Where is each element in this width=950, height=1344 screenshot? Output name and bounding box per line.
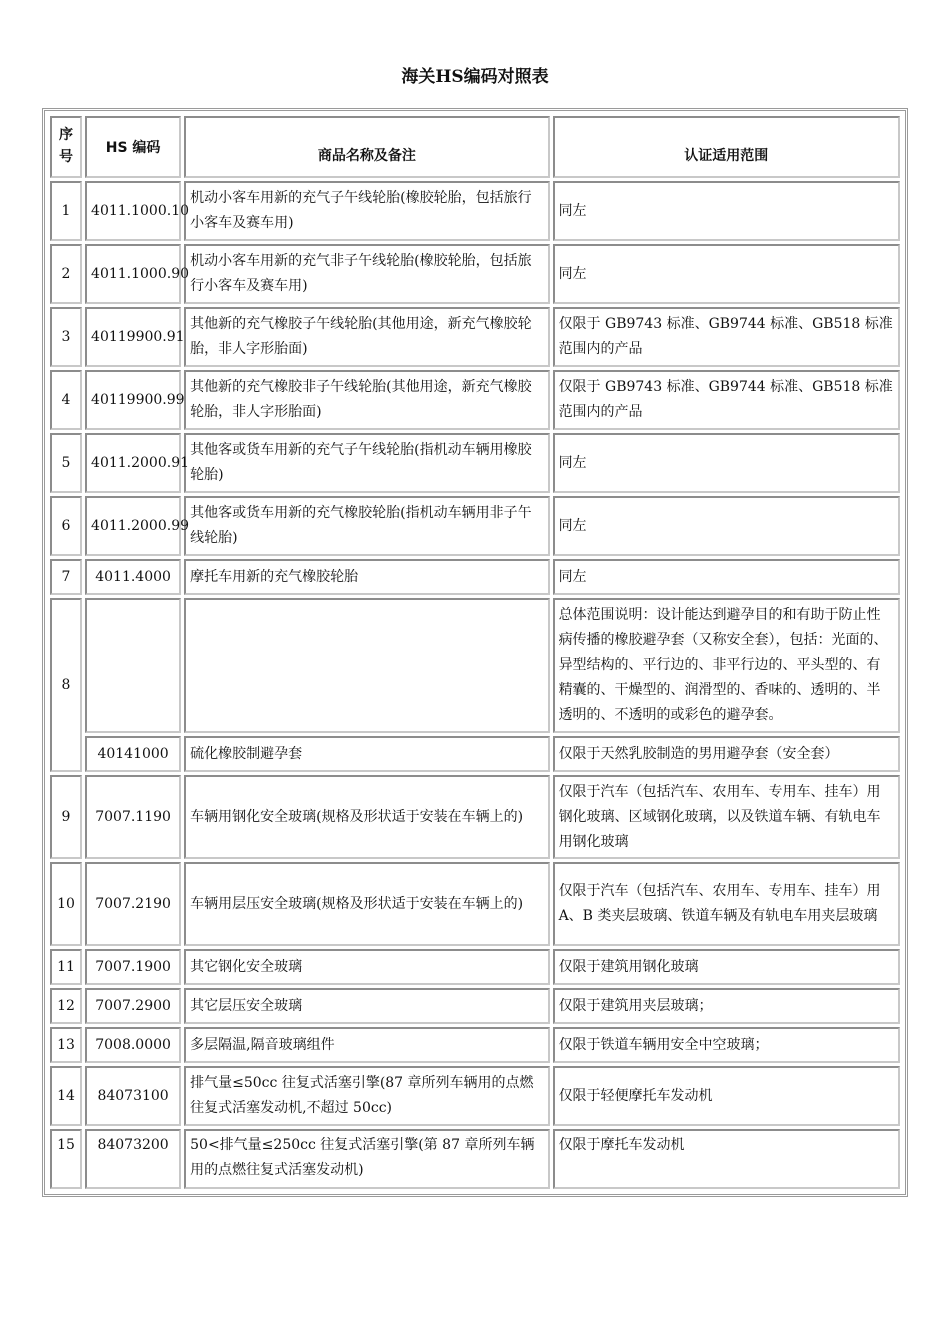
- row-product-name: 其他客或货车用新的充气橡胶轮胎(指机动车辆用非子午线轮胎): [184, 496, 549, 556]
- row-cert-scope: 同左: [553, 244, 900, 304]
- row-cert-scope-general: 总体范围说明：设计能达到避孕目的和有助于防止性病传播的橡胶避孕套（又称安全套），包括：光面的、异型结构的、平行边的、非平行边的、平头型的、有精囊的、干燥型的、润滑型的、香味的、透明的、半透明的、不透明的或彩色的避孕套。: [553, 598, 900, 733]
- row-cert-scope: 仅限于 GB9743 标准、GB9744 标准、GB518 标准范围内的产品: [553, 307, 900, 367]
- table-row: [50, 988, 900, 1024]
- row-product-name: 排气量≤50cc 往复式活塞引擎(87 章所列车辆用的点燃往复式活塞发动机,不超过 50cc): [184, 1066, 549, 1126]
- row-seq: 14: [50, 1066, 82, 1126]
- row-seq: 4: [50, 370, 82, 430]
- row-hs-code: 4011.4000: [85, 559, 181, 595]
- table-row: [50, 775, 900, 859]
- row-product-name: 机动小客车用新的充气非子午线轮胎(橡胶轮胎，包括旅行小客车及赛车用): [184, 244, 549, 304]
- row-cert-scope: 同左: [553, 181, 900, 241]
- row-seq: 8: [50, 598, 82, 772]
- table-row: [50, 862, 900, 946]
- table-row: [50, 244, 900, 304]
- table-row: [50, 181, 900, 241]
- header-hs-code: HS 编码: [85, 116, 181, 178]
- row-cert-scope: 仅限于建筑用钢化玻璃: [553, 949, 900, 985]
- table-row: [50, 949, 900, 985]
- row-hs-code: 4011.2000.99: [85, 496, 181, 556]
- table-row: [50, 736, 900, 772]
- row-cert-scope: 仅限于建筑用夹层玻璃；: [553, 988, 900, 1024]
- row-product-name: 50<排气量≤250cc 往复式活塞引擎(第 87 章所列车辆用的点燃往复式活塞发动机): [184, 1129, 549, 1189]
- row-cert-scope: 同左: [553, 559, 900, 595]
- row-hs-code: 7007.2900: [85, 988, 181, 1024]
- row-hs-code: 40119900.91: [85, 307, 181, 367]
- row-cert-scope: 仅限于摩托车发动机: [553, 1129, 900, 1189]
- header-seq: 序号: [50, 116, 82, 178]
- table-row: [50, 433, 900, 493]
- table-row: [50, 1066, 900, 1126]
- row-hs-code-general: [85, 598, 181, 733]
- row-hs-code: 40119900.99: [85, 370, 181, 430]
- row-cert-scope: 仅限于天然乳胶制造的男用避孕套（安全套）: [553, 736, 900, 772]
- row-seq: 1: [50, 181, 82, 241]
- row-product-name: 车辆用钢化安全玻璃(规格及形状适于安装在车辆上的): [184, 775, 549, 859]
- table-row: [50, 598, 900, 733]
- row-cert-scope: 仅限于 GB9743 标准、GB9744 标准、GB518 标准范围内的产品: [553, 370, 900, 430]
- row-cert-scope: 同左: [553, 433, 900, 493]
- row-cert-scope: 同左: [553, 496, 900, 556]
- row-product-name: 其他新的充气橡胶子午线轮胎(其他用途，新充气橡胶轮胎，非人字形胎面): [184, 307, 549, 367]
- row-hs-code: 7007.2190: [85, 862, 181, 946]
- row-seq: 10: [50, 862, 82, 946]
- row-product-name: 其它钢化安全玻璃: [184, 949, 549, 985]
- row-seq: 13: [50, 1027, 82, 1063]
- table-header-row: [50, 116, 900, 178]
- row-product-name: 机动小客车用新的充气子午线轮胎(橡胶轮胎，包括旅行小客车及赛车用): [184, 181, 549, 241]
- row-hs-code: 84073100: [85, 1066, 181, 1126]
- row-product-name: 其他新的充气橡胶非子午线轮胎(其他用途，新充气橡胶轮胎，非人字形胎面): [184, 370, 549, 430]
- table-row: [50, 559, 900, 595]
- row-seq: 12: [50, 988, 82, 1024]
- header-cert-scope: 认证适用范围: [553, 116, 900, 178]
- row-seq: 7: [50, 559, 82, 595]
- table-row: [50, 307, 900, 367]
- row-seq: 9: [50, 775, 82, 859]
- row-cert-scope: 仅限于铁道车辆用安全中空玻璃；: [553, 1027, 900, 1063]
- hs-code-table-frame: [42, 108, 908, 1197]
- row-hs-code: 40141000: [85, 736, 181, 772]
- row-hs-code: 7007.1190: [85, 775, 181, 859]
- row-seq: 15: [50, 1129, 82, 1189]
- table-row: [50, 496, 900, 556]
- row-seq: 2: [50, 244, 82, 304]
- row-hs-code: 4011.2000.91: [85, 433, 181, 493]
- row-hs-code: 4011.1000.10: [85, 181, 181, 241]
- row-cert-scope: 仅限于汽车（包括汽车、农用车、专用车、挂车）用 A、B 类夹层玻璃、铁道车辆及有轨电车用夹层玻璃: [553, 862, 900, 946]
- row-product-name: 摩托车用新的充气橡胶轮胎: [184, 559, 549, 595]
- row-hs-code: 7008.0000: [85, 1027, 181, 1063]
- table-row: [50, 370, 900, 430]
- header-product-name: 商品名称及备注: [184, 116, 549, 178]
- row-product-name: 硫化橡胶制避孕套: [184, 736, 549, 772]
- row-hs-code: 4011.1000.90: [85, 244, 181, 304]
- row-cert-scope: 仅限于汽车（包括汽车、农用车、专用车、挂车）用钢化玻璃、区域钢化玻璃，以及铁道车辆、有轨电车用钢化玻璃: [553, 775, 900, 859]
- row-cert-scope: 仅限于轻便摩托车发动机: [553, 1066, 900, 1126]
- table-row: [50, 1027, 900, 1063]
- document-title: 海关HS编码对照表: [401, 67, 549, 87]
- row-hs-code: 7007.1900: [85, 949, 181, 985]
- row-seq: 5: [50, 433, 82, 493]
- row-product-name-general: [184, 598, 549, 733]
- row-product-name: 多层隔温,隔音玻璃组件: [184, 1027, 549, 1063]
- table-row: [50, 1129, 900, 1189]
- row-seq: 11: [50, 949, 82, 985]
- row-product-name: 车辆用层压安全玻璃(规格及形状适于安装在车辆上的): [184, 862, 549, 946]
- row-product-name: 其它层压安全玻璃: [184, 988, 549, 1024]
- row-seq: 6: [50, 496, 82, 556]
- row-seq: 3: [50, 307, 82, 367]
- row-product-name: 其他客或货车用新的充气子午线轮胎(指机动车辆用橡胶轮胎): [184, 433, 549, 493]
- hs-code-table: [47, 113, 903, 1192]
- row-hs-code: 84073200: [85, 1129, 181, 1189]
